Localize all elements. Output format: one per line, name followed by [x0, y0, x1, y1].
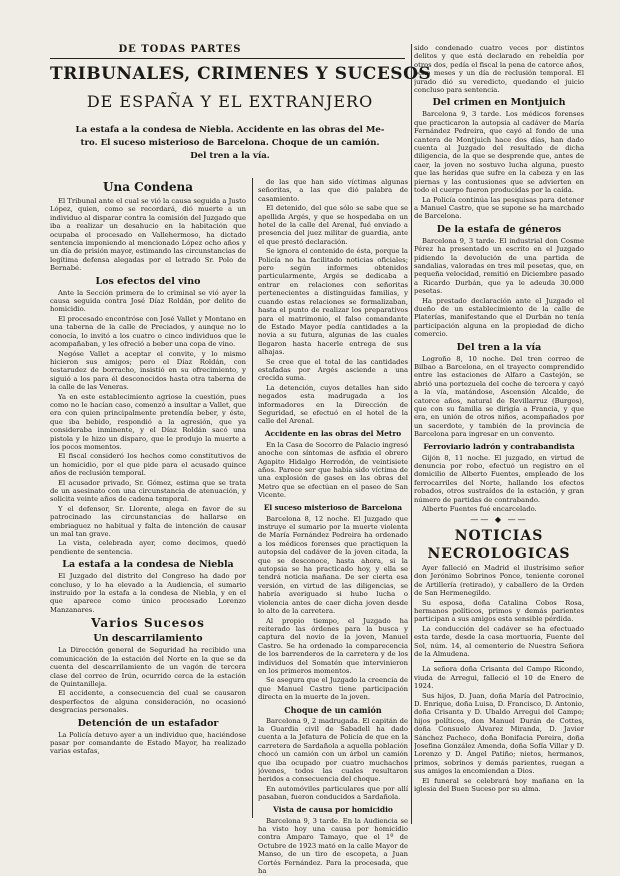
article-paragraph: Barcelona 9, 2 madrugada. El capitán de la Guardia civil de Sabadell ha dado cuenta a la Jefatura de Policía de que en la carretera de Sardañola a aquella población chocó un camión con un árbol un camión que iba ocupado por cuatro muchachos jóvenes, todos las cuales resultaron heridos a consecuencia del choque.: [258, 716, 408, 784]
section-heading: NECROLOGICAS: [427, 545, 571, 562]
article-heading: Choque de un camión: [284, 704, 382, 715]
obituary-paragraph: Sus hijos, D. Juan, doña María del Patrocinio, D. Enrique, doña Luisa, D. Francisco, D. Antonio, doña Crisanta y D. Ubaldo Arregui del Campo; hijos políticos, don Manuel Durán de Cottes, doña Consuelo Álvarez Miranda, D. Javier Sánchez Pacheco, doña Bonifacia Pereira, doña Josefina González Amenda, doña Sofía Villar y D. Lorenzo y D. Ángel Patiño; nietos, hermanos, primos, sobrinos y demás parientes, ruegan a sus amigos la encomiendan a Dios.: [414, 691, 584, 776]
section-label: DE TODAS PARTES: [118, 44, 242, 55]
obituary-paragraph: Ayer falleció en Madrid el ilustrísimo señor don Jerónimo Sobrinos Ponce, teniente coronel de Artillería (retirado), y caballero de la Orden de San Hermenegildo.: [414, 563, 584, 598]
article-paragraph: Y el defensor, Sr. Llorente, alega en favor de su patrocinado las circunstancias de hallarse en embriaguez no habitual y falta de intención de causar un mal tan grave.: [50, 504, 246, 539]
article-paragraph: En automóviles particulares que por allí pasaban, fueron conducidos a Sardañola.: [258, 784, 408, 802]
headline-summary: [50, 124, 410, 163]
article-heading: Ferroviario ladrón y contrabandista: [423, 441, 575, 451]
obituary-paragraph: Su esposa, doña Catalina Cobos Rosa, hermanos políticos, primos y demás parientes participan a sus amigos esta sensible pérdida.: [414, 598, 584, 624]
article-heading: Del crimen en Montjuich: [432, 97, 566, 109]
article-paragraph: La Policía continúa las pesquisas para detener a Manuel Castro, que se supone se ha marchado de Barcelona.: [414, 195, 584, 221]
article-heading: Una Condena: [103, 180, 193, 194]
article-paragraph: El acusador privado, Sr. Gómez, estima que se trata de un asesinato con una circunstancia de atenuación, y solicita veinte años de cadena temporal.: [50, 478, 246, 504]
article-paragraph: de las que han sido víctimas algunas señoritas, a las que dió palabra de casamiento.: [258, 178, 408, 203]
article-paragraph: Se asegura que el Juzgado la creencia de que Manuel Castro tiene participación directa en la muerte de la joven.: [258, 676, 408, 702]
column-3: [414, 44, 584, 794]
divider: [434, 661, 564, 662]
article-paragraph: El accidente, a consecuencia del cual se causaron desperfectos de alguna consideración, no ocasionó desgracias personales.: [50, 689, 246, 715]
ornament-divider: —— ◆ ——: [470, 514, 528, 524]
summary-line-2: tro. El suceso misterioso de Barcelona. Choque de un camión.: [80, 138, 380, 148]
headline-subbanner: DE ESPAÑA Y EL EXTRANJERO: [86, 92, 374, 111]
article-paragraph: Al propio tiempo, el Juzgado ha reiterado las órdenes para la busca y captura del novio de la joven, Manuel Castro. Se ha ordenado la comparecencia de los barrenderos de la carretera y de los individuos del Somatén que intervinieron en los primeros momentos.: [258, 616, 408, 675]
article-heading: Un descarrilamiento: [93, 633, 203, 645]
article-heading: La estafa a la condesa de Niebla: [62, 559, 234, 571]
article-paragraph: Ha prestado declaración ante el Juzgado el dueño de un establecimiento de la calle de Platerías, manifestando que el Durbán no tenía participación alguna en la propiedad de dicho comercio.: [414, 296, 584, 339]
article-heading: Detención de un estafador: [77, 717, 219, 729]
article-paragraph: Se ignora el contenido de ésta, porque la Policía no ha facilitado noticias oficiales; pero según informes obtenidos particularmente, Argés se dedicaba a entrar en relaciones con señoritas pertenecientes a distinguidas familias, y cuando estas relaciones se formalizaban, hasta el punto de realizar los preparativos para el matrimonio, el falso comandante de Estado Mayor pedía cantidades a la novia a su futura, algunas de las cuales llegaron hasta hacerle entrega de sus alhajas.: [258, 247, 408, 357]
section-heading: NOTICIAS: [454, 527, 544, 544]
article-paragraph: sido condenado cuatro veces por distintos delitos y que está declarado en rebeldía por otros dos, pedía el fiscal la pena de catorce años, ocho meses y un día de reclusión temporal. El jurado dió su veredicto, quedando el juicio concluso para sentencia.: [414, 44, 584, 95]
article-paragraph: Ante la Sección primera de lo criminal se vió ayer la causa seguida contra José Díaz Roldán, por delito de homicidio.: [50, 288, 246, 314]
obituary-paragraph: El funeral se celebrará hoy mañana en la iglesia del Buen Suceso por su alma.: [414, 776, 584, 794]
article-paragraph: Alberto Fuentes fué encarcelado.: [422, 505, 537, 514]
column-divider-2: [411, 44, 412, 824]
article-paragraph: La vista, celebrada ayer, como decimos, quedó pendiente de sentencia.: [50, 539, 246, 556]
article-paragraph: Barcelona 9, 3 tarde. En la Audiencia se ha visto hoy una causa por homicidio contra Amparo Tamayo, que el 1º de Octubre de 1923 mató en la calle Mayor de Manso, de un tiro de escopeta, a Juan Cortés Fernández. Para la procesada, que ha: [258, 816, 408, 876]
article-paragraph: Logroño 8, 10 noche. Del tren correo de Bilbao a Barcelona, en el trayecto comprendido entre las estaciones de Alfaro a Castejón, se abrió una portezuela del coche de tercera y cayó a la vía, matándose, Ascensión Alcalde, de catorce años, natural de Revillarruz (Burgos), que con su familia se dirigía a Francia, y que era, en unión de otros niños, acompañados por un sacerdote, y también de la provincia de Barcelona para ingresar en un convento.: [414, 354, 584, 439]
article-paragraph: Gijón 8, 11 noche. El juzgado, en virtud de denuncia por robo, efectuó un registro en el domicilio de Alberto Fuentes, empleado de los ferrocarriles del Norte, hallando los efectos robados, otros sustraídos de la estación, y gran número de partidas de contrabando.: [414, 453, 584, 504]
article-paragraph: La Policía detuvo ayer a un individuo que, haciéndose pasar por comandante de Estado Mayor, ha realizado varias estafas,: [50, 730, 246, 756]
article-paragraph: La detención, cuyos detalles han sido negados esta madrugada a los informadores en la Dirección de Seguridad, se efectuó en el hotel de la calle del Arenal.: [258, 383, 408, 426]
column-divider-1: [252, 178, 253, 818]
article-paragraph: Barcelona 9, 3 tarde. Los médicos forenses que practicaron la autopsia al cadáver de María Fernández Pedreira, que cayó al fondo de una cantera de Montjuich hace dos días, han dado cuenta al Juzgado del resultado de dicha diligencia, de la que se desprende que, antes de caer, la joven no sostuvo lucha alguna, puesto que las heridas que sufre en la cabeza y en las piernas y las contusiones que se advierten en todo el cuerpo fueron producidas por la caída.: [414, 110, 584, 195]
article-paragraph: En la Casa de Socorro de Palacio ingresó anoche con síntomas de asfixia el obrero Agapito Hidalgo Herrodón, de veintisiete años. Parece ser que había sido víctima de una explosión de gases en las obras del Metro que se efectúan en el paseo de San Vicente.: [258, 440, 408, 500]
summary-line-1: La estafa a la condesa de Niebla. Accidente en las obras del Me-: [75, 125, 385, 135]
article-paragraph: El Juzgado del distrito del Congreso ha dado por concluso, y lo ha elevado a la Audiencia, el sumario instruido por la estafa a la condesa de Niebla, y en el que aparece como único procesado Lorenzo Manzanares.: [50, 572, 246, 614]
article-heading: De la estafa de géneros: [436, 223, 562, 235]
article-paragraph: Barcelona 8, 12 noche. El Juzgado que instruye el sumario por la muerte violenta de María Fernández Pedreira ha ordenado a los médicos forenses que practiquen la autopsia del cadáver de la joven citada, la que se desconoce, hasta ahora, si la autopsia se ha practicado hoy, y ella se tendrá noticia mañana. De ser cierta esa versión, en virtud de las diligencias, se habría averiguado si hubo lucha o violencia antes de caer dicha joven desde lo alto de la carretera.: [258, 514, 408, 616]
article-heading: Del tren a la vía: [456, 341, 542, 353]
section-heading: Varios Sucesos: [91, 616, 205, 631]
obituary-paragraph: La señora doña Crisanta del Campo Ricondo, viuda de Arregui, falleció el 10 de Enero de 1924.: [414, 665, 584, 691]
article-paragraph: Negóse Vallet a aceptar el convite, y lo mismo hicieron sus amigos; pero el Díaz Roldán, con testarudez de borracho, insistió en su ofrecimiento, y siguió a los para él desconocidos hasta otra taberna de la calle de las Veneras.: [50, 349, 246, 392]
article-paragraph: La Dirección general de Seguridad ha recibido una comunicación de la estación del Norte en la que se da cuenta del descarrilamiento de un vagón de tercera clase del correo de Irún, ocurrido cerca de la estación de Quintanilleja.: [50, 646, 246, 688]
article-heading: El suceso misterioso de Barcelona: [263, 502, 403, 512]
article-paragraph: Se cree que el total de las cantidades estafadas por Argés asciende a una crecida suma.: [258, 357, 408, 383]
article-paragraph: El fiscal consideró los hechos como constitutivos de un homicidio, por el que pide para el acusado quince años de reclusión temporal.: [50, 452, 246, 478]
obituary-paragraph: La conducción del cadáver se ha efectuado esta tarde, desde la casa mortuoria, Fuente del Sol, núm. 14, al cementerio de Nuestra Señora de la Almudena.: [414, 624, 584, 658]
headline-banner: TRIBUNALES, CRIMENES Y SUCESOS: [50, 64, 432, 84]
article-heading: Accidente en las obras del Metro: [264, 428, 402, 438]
article-paragraph: El detenido, del que sólo se sabe que se apellida Argés, y que se hospedaba en un hotel de la calle del Arenal, fué enviado a presencia del juez militar de guardia, ante el que prestó declaración.: [258, 204, 408, 246]
article-heading: Vista de causa por homicidio: [273, 804, 393, 814]
column-1: [50, 178, 246, 757]
article-paragraph: El procesado encontróse con José Vallet y Montano en una taberna de la calle de Preciados, y aunque no lo conocía, lo invitó a los cuatro o cinco individuos que le acompañaban, y les ofreció a beber una copa de vino.: [50, 314, 246, 349]
top-rule: [50, 58, 405, 59]
article-heading: Los efectos del vino: [95, 275, 201, 287]
summary-line-3: Del tren a la vía.: [190, 151, 270, 161]
article-paragraph: El Tribunal ante el cual se vió la causa seguida a Justo López, quien, como se recordará, dió muerte a un individuo al disparar contra la comisión del Juzgado que iba a realizar un desahucio en la habitación que ocupaba el procesado en Vallehermoso, ha dictado sentencia imponiendo al mencionado López ocho años y un día de prisión mayor, estimando las circunstancias de legítima defensa alegadas por el letrado Sr. Polo de Bernabé.: [50, 197, 246, 273]
article-paragraph: Ya en este establecimiento agriose la cuestión, pues como no le hacían caso, comenzó a insultar a Vallet, que era con quien principalmente pretendía beber, y éste, que iba bebido, respondió a la agresión, que ya consideraba inminente, y el Díaz Roldán sacó una pistola y le hizo un disparo, que le produjo la muerte a los pocos momentos.: [50, 392, 246, 451]
article-paragraph: Barcelona 9, 3 tarde. El industrial don Cosme Pérez ha presentado un escrito en el Juzgado pidiendo la devolución de una partida de sandalias, valoradas en tres mil pesetas, que, en pequeña velocidad, remitió en Diciembre pasado a Ricardo Durbán, que ya le adeuda 30.000 pesetas.: [414, 236, 584, 296]
column-2: [258, 178, 408, 876]
